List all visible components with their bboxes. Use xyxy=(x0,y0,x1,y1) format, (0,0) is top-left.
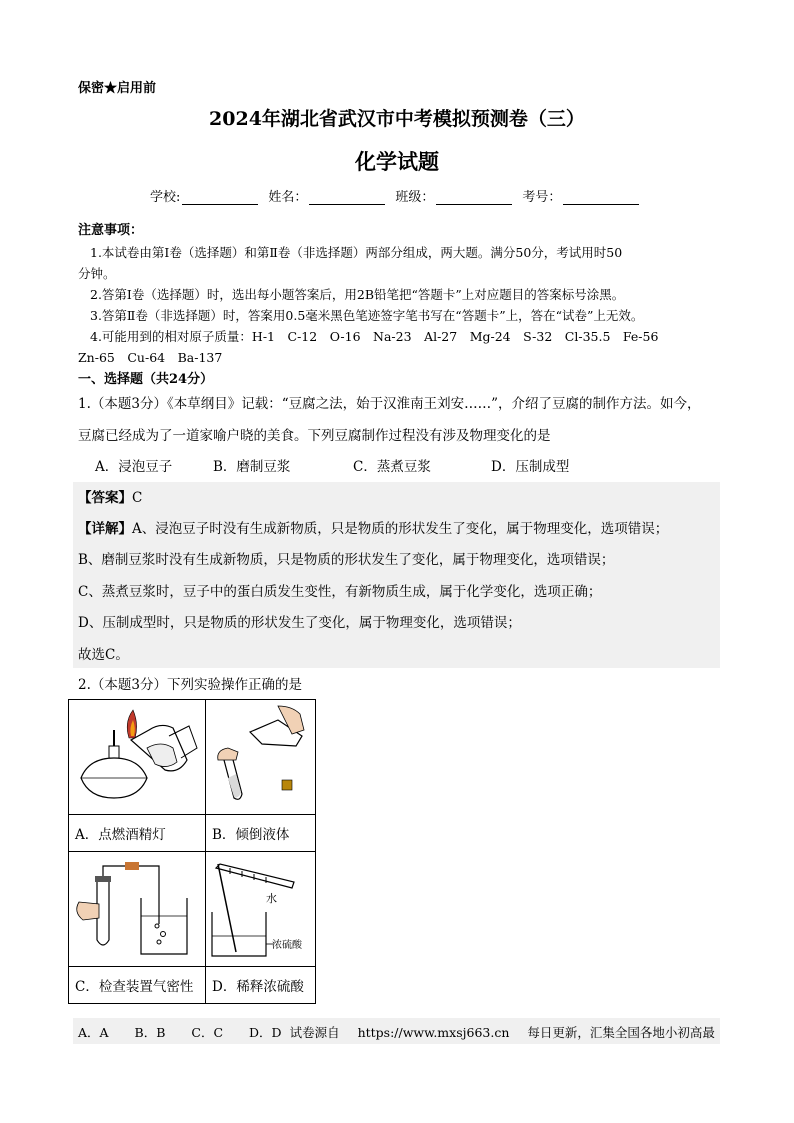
note-4: 4.可能用到的相对原子质量：H-1 C-12 O-16 Na-23 Al-27 Mg-24 S-32 Cl-35.5 Fe-56 xyxy=(90,329,659,344)
conclusion: 故选C。 xyxy=(78,647,129,663)
name-label: 姓名： xyxy=(268,190,308,205)
answer-value: C xyxy=(132,490,143,506)
figure-b xyxy=(206,700,316,815)
q2-option-d[interactable]: D．D xyxy=(249,1025,282,1040)
detail-label: 【详解】 xyxy=(78,521,132,537)
q1-stem-line1: 1.（本题3分）《本草纲目》记载：“豆腐之法，始于汉淮南王刘安……”，介绍了豆腐的制作方法。如今， xyxy=(78,396,701,412)
q2-stem: 2.（本题3分）下列实验操作正确的是 xyxy=(78,677,302,693)
exam-subtitle: 化学试题 xyxy=(355,149,439,174)
name-field[interactable] xyxy=(268,186,385,205)
school-label: 学校: xyxy=(150,190,181,205)
class-field[interactable] xyxy=(395,186,512,205)
footer-url-link[interactable]: https://www.mxsj663.cn xyxy=(357,1025,510,1040)
q1-option-b[interactable]: B．磨制豆浆 xyxy=(213,459,291,475)
section-heading: 一、选择题（共24分） xyxy=(78,372,214,387)
q1-option-a[interactable]: A．浸泡豆子 xyxy=(95,459,173,475)
school-blank[interactable] xyxy=(182,191,258,205)
figure-c xyxy=(69,852,206,967)
dilute-acid-illustration xyxy=(206,852,315,966)
answer-label: 【答案】 xyxy=(78,490,132,506)
detail-d: D、压制成型时，只是物质的形状发生了变化，属于物理变化，选项错误； xyxy=(78,615,521,631)
footer-tagline: 每日更新，汇集全国各地小初高最 xyxy=(527,1025,715,1040)
q1-options xyxy=(95,455,569,475)
note-3: 3.答第Ⅱ卷（非选择题）时，答案用0.5毫米黑色笔迹签字笔书写在“答题卡”上，答在“试卷”上无效。 xyxy=(90,308,644,323)
figure-a xyxy=(69,700,206,815)
notes-heading: 注意事项： xyxy=(78,223,144,238)
pour-liquid-illustration xyxy=(206,700,315,814)
exam-number-field[interactable] xyxy=(522,186,639,205)
note-1-cont: 分钟。 xyxy=(78,266,116,281)
exam-number-blank[interactable] xyxy=(563,191,639,205)
label-c: C．检查装置气密性 xyxy=(69,967,206,1004)
confidential-label: 保密★启用前 xyxy=(78,81,157,96)
note-2: 2.答第Ⅰ卷（选择题）时，选出每小题答案后，用2B铅笔把“答题卡”上对应题目的答案标号涂黑。 xyxy=(90,287,625,302)
acid-label: 浓硫酸 xyxy=(272,940,302,951)
q1-option-c[interactable]: C．蒸煮豆浆 xyxy=(353,459,431,475)
water-label: 水 xyxy=(266,892,277,905)
q1-option-d[interactable]: D．压制成型 xyxy=(491,459,570,475)
alcohol-lamp-illustration xyxy=(69,700,205,814)
q2-option-b[interactable]: B．B xyxy=(134,1025,166,1040)
student-info-row xyxy=(150,186,649,205)
answer-line xyxy=(78,488,718,508)
airtightness-check-illustration xyxy=(69,852,205,966)
q2-option-c[interactable]: C．C xyxy=(191,1025,224,1040)
answer-panel xyxy=(73,482,720,668)
q2-options-row xyxy=(78,1023,737,1041)
q2-option-a[interactable]: A．A xyxy=(78,1025,109,1040)
detail-a xyxy=(78,519,718,539)
figure-d xyxy=(206,852,316,967)
detail-a-text: A、浸泡豆子时没有生成新物质，只是物质的形状发生了变化，属于物理变化，选项错误； xyxy=(132,521,669,537)
note-4-cont: Zn-65 Cu-64 Ba-137 xyxy=(78,350,223,365)
name-blank[interactable] xyxy=(309,191,385,205)
detail-c: C、蒸煮豆浆时，豆子中的蛋白质发生变性，有新物质生成，属于化学变化，选项正确； xyxy=(78,584,602,600)
label-a: A．点燃酒精灯 xyxy=(69,815,206,852)
label-d: D．稀释浓硫酸 xyxy=(206,967,316,1004)
detail-b: B、磨制豆浆时没有生成新物质，只是物质的形状发生了变化，属于物理变化，选项错误； xyxy=(78,552,615,568)
q2-figure-table xyxy=(68,699,316,1004)
exam-number-label: 考号： xyxy=(522,190,562,205)
school-field[interactable] xyxy=(150,186,258,205)
exam-title: 2024年湖北省武汉市中考模拟预测卷（三） xyxy=(209,108,585,130)
q1-stem-line2: 豆腐已经成为了一道家喻户晓的美食。下列豆腐制作过程没有涉及物理变化的是 xyxy=(78,428,551,444)
class-label: 班级： xyxy=(395,190,435,205)
class-blank[interactable] xyxy=(436,191,512,205)
footer-source: 试卷源自 xyxy=(289,1025,340,1040)
label-b: B．倾倒液体 xyxy=(206,815,316,852)
note-1: 1.本试卷由第Ⅰ卷（选择题）和第Ⅱ卷（非选择题）两部分组成，两大题。满分50分，考试用时50 xyxy=(90,245,623,260)
